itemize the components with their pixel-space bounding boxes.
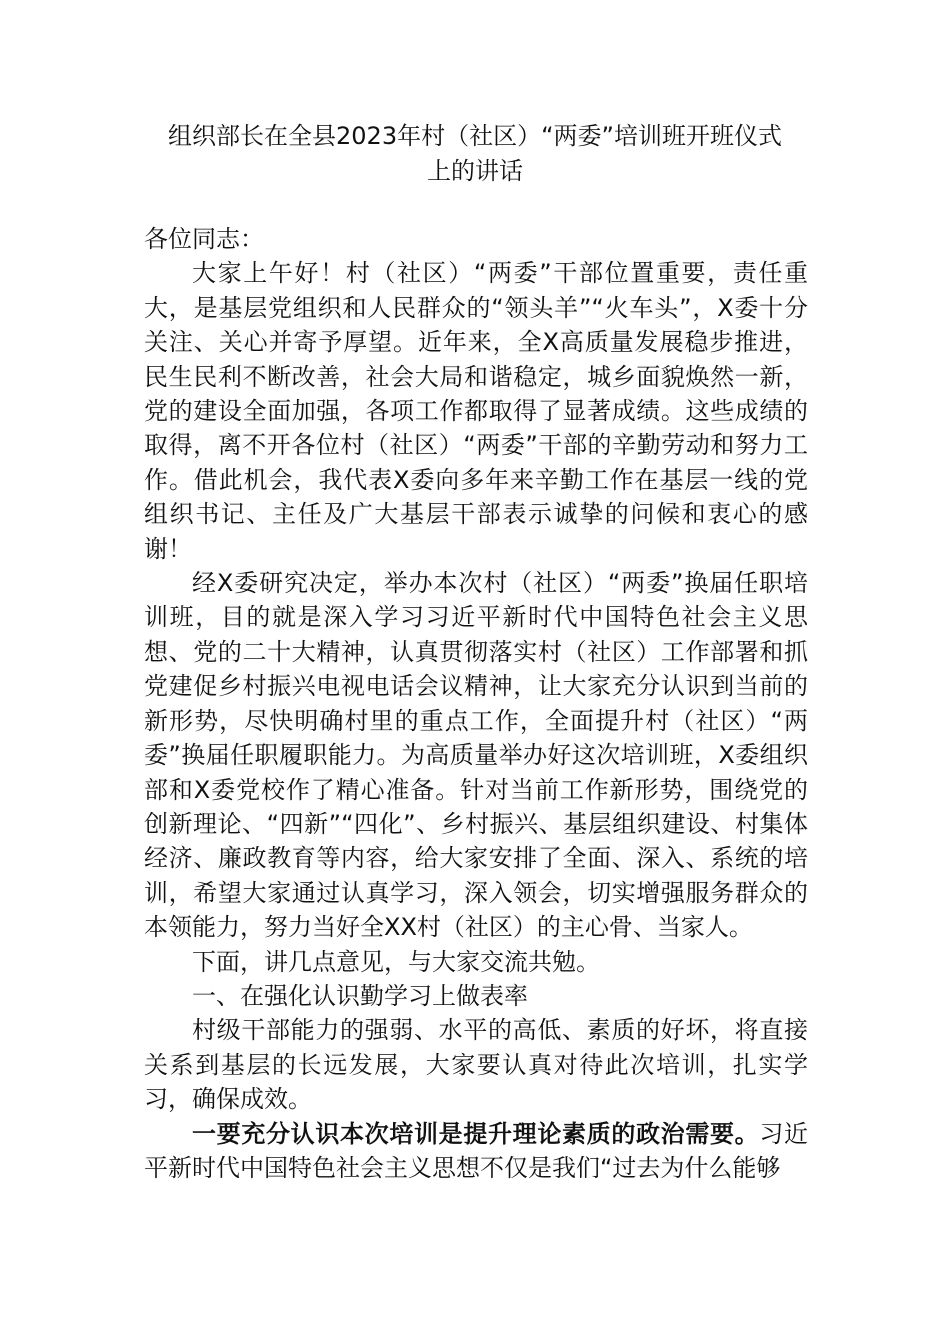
salutation: 各位同志： (144, 225, 264, 253)
document-body (144, 222, 808, 1185)
section-heading-1: 一、在强化认识勤学习上做表率 (192, 981, 528, 1010)
paragraph-section-1-intro: 村级干部能力的强弱、水平的高低、素质的好坏，将直接关系到基层的长远发展，大家要认真对待此次培训，扎实学习，确保成效。 (144, 1016, 808, 1114)
document-title-line-2: 上的讲话 (427, 157, 523, 185)
paragraph-training-purpose: 经X委研究决定，举办本次村（社区）“两委”换届任职培训班，目的就是深入学习习近平新时代中国特色社会主义思想、党的二十大精神，认真贯彻落实村（社区）工作部署和抓党建促乡村振兴电视电话会议精神，让大家充分认识到当前的新形势，尽快明确村里的重点工作，全面提升村（社区）“两委”换届任职履职能力。为高质量举办好这次培训班，X委组织部和X委党校作了精心准备。针对当前工作新形势，围绕党的创新理论、“四新”“四化”、乡村振兴、基层组织建设、村集体经济、廉政教育等内容，给大家安排了全面、深入、系统的培训，希望大家通过认真学习，深入领会，切实增强服务群众的本领能力，努力当好全XX村（社区）的主心骨、当家人。 (144, 569, 808, 942)
paragraph-transition: 下面，讲几点意见，与大家交流共勉。 (192, 947, 600, 976)
point-1-text: 习近平新时代中国特色社会主义思想不仅是我们“过去为什么能够 (144, 1119, 809, 1182)
paragraph-greeting: 大家上午好！村（社区）“两委”干部位置重要，责任重大，是基层党组织和人民群众的“领头羊”“火车头”，X委十分关注、关心并寄予厚望。近年来，全X高质量发展稳步推进，民生民利不断改善，社会大局和谐稳定，城乡面貌焕然一新，党的建设全面加强，各项工作都取得了显著成绩。这些成绩的取得，离不开各位村（社区）“两委”干部的辛勤劳动和努力工作。借此机会，我代表X委向多年来辛勤工作在基层一线的党组织书记、主任及广大基层干部表示诚挚的问候和衷心的感谢！ (144, 259, 808, 563)
document-title-line-1: 组织部长在全县2023年村（社区）“两委”培训班开班仪式 (168, 122, 782, 150)
paragraph-point-1 (144, 1117, 808, 1186)
point-1-lead: 一要充分认识本次培训是提升理论素质的政治需要。 (192, 1119, 760, 1148)
